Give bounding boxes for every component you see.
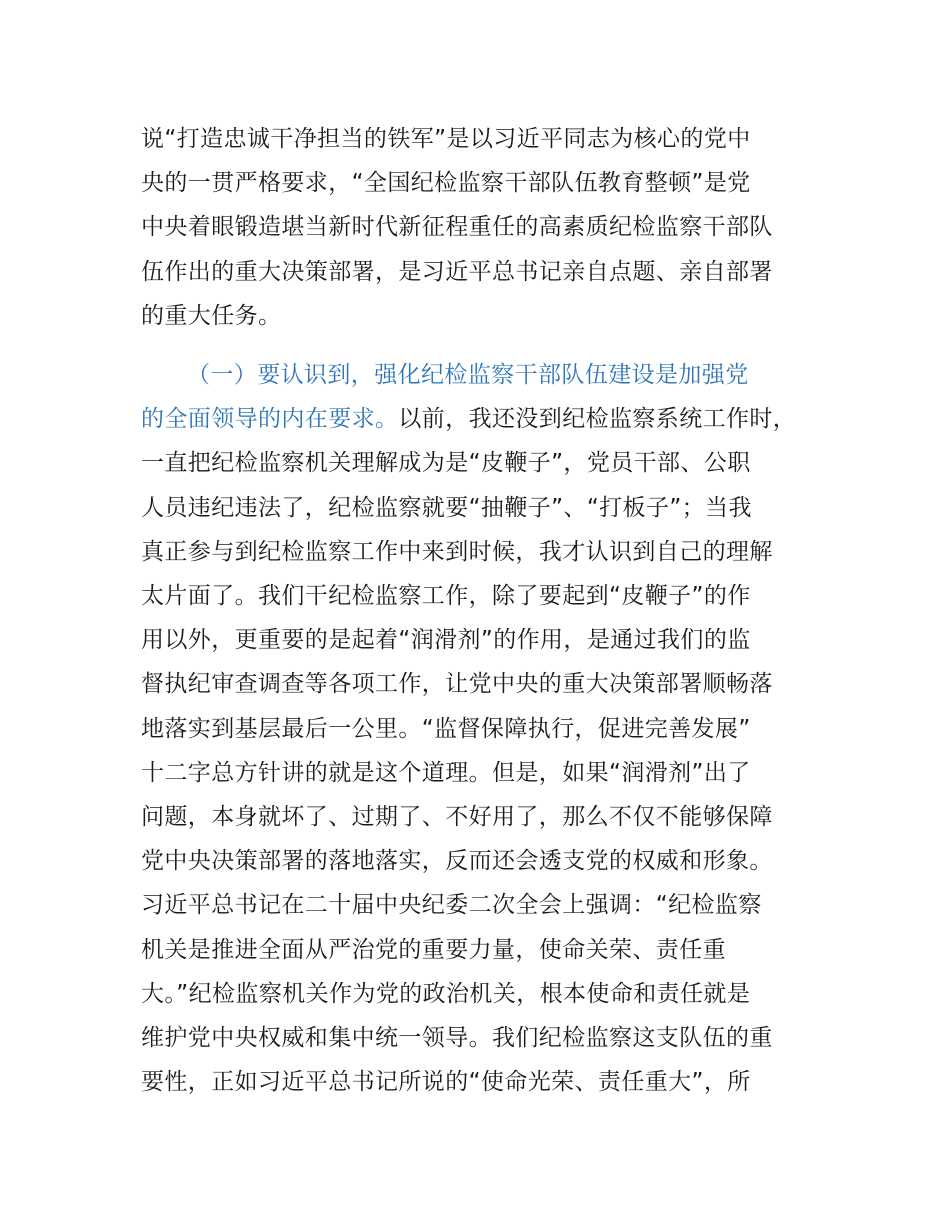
paragraph-line: 伍作出的重大决策部署，是习近平总书记亲自点题、亲自部署 <box>141 258 773 285</box>
paragraph-line: 说“打造忠诚干净担当的铁军”是以习近平同志为核心的党中 <box>141 126 751 152</box>
paragraph-line: 央的一贯严格要求，“全国纪检监察干部队伍教育整顿”是党 <box>141 170 751 197</box>
paragraph-line: 中央着眼锻造堪当新时代新征程重任的高素质纪检监察干部队 <box>141 214 773 241</box>
paragraph-line: 维护党中央权威和集中统一领导。我们纪检监察这支队伍的重 <box>141 1025 773 1052</box>
paragraph-line: 问题，本身就坏了、过期了、不好用了，那么不仅不能够保障 <box>141 804 773 831</box>
paragraph-text: 以前，我还没到纪检监察系统工作时， <box>398 406 797 433</box>
paragraph-line <box>141 397 821 441</box>
section-heading-continuation: 的全面领导的内在要求。 <box>141 406 399 433</box>
paragraph-line: 人员违纪违法了，纪检监察就要“抽鞭子”、“打板子”；当我 <box>141 494 752 521</box>
paragraph-line: 机关是推进全面从严治党的重要力量，使命关荣、责任重 <box>141 936 726 963</box>
paragraph-line: 地落实到基层最后一公里。“监督保障执行，促进完善发展” <box>141 715 751 742</box>
paragraph-2 <box>141 353 821 1104</box>
paragraph-line: 一直把纪检监察机关理解成为是“皮鞭子”，党员干部、公职 <box>141 450 751 477</box>
paragraph-line: 督执纪审查调查等各项工作，让党中央的重大决策部署顺畅落 <box>141 671 773 698</box>
section-heading-line: （一）要认识到，强化纪检监察干部队伍建设是加强党 <box>187 362 749 388</box>
paragraph-line: 习近平总书记在二十届中央纪委二次全会上强调：“纪检监察 <box>141 892 762 919</box>
paragraph-line: 的重大任务。 <box>141 302 282 329</box>
paragraph-line: 太片面了。我们干纪检监察工作，除了要起到“皮鞭子”的作 <box>141 583 751 610</box>
paragraph-line: 十二字总方针讲的就是这个道理。但是，如果“润滑剂”出了 <box>141 759 751 786</box>
paragraph-line: 用以外，更重要的是起着“润滑剂”的作用，是通过我们的监 <box>141 627 751 654</box>
paragraph-1 <box>141 117 821 338</box>
paragraph-line: 要性，正如习近平总书记所说的“使命光荣、责任重大”，所 <box>141 1069 751 1096</box>
paragraph-line: 大。”纪检监察机关作为党的政治机关，根本使命和责任就是 <box>141 980 751 1007</box>
paragraph-line: 党中央决策部署的落地落实，反而还会透支党的权威和形象。 <box>141 848 773 875</box>
paragraph-line: 真正参与到纪检监察工作中来到时候，我才认识到自己的理解 <box>141 538 773 565</box>
